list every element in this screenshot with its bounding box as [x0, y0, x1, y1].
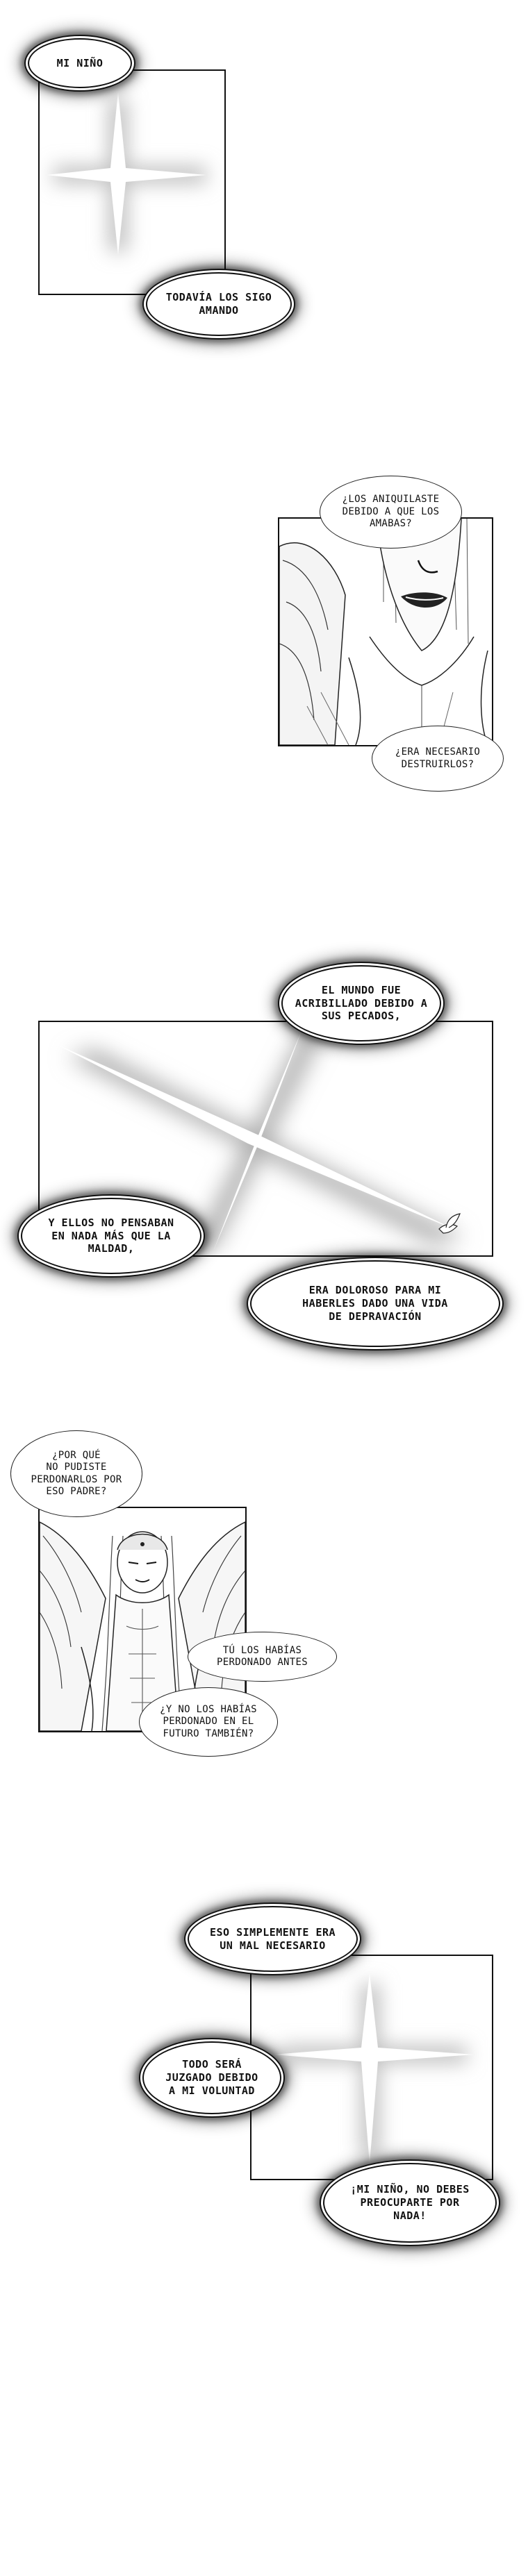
speech-bubble-era-doloroso: ERA DOLOROSO PARA MI HABERLES DADO UNA VIDA DE DEPRAVACIÓN	[250, 1260, 500, 1347]
panel-1	[38, 69, 226, 295]
dove-icon	[439, 1214, 460, 1233]
angel-face-closeup	[279, 519, 492, 745]
speech-bubble-el-mundo: EL MUNDO FUE ACRIBILLADO DEBIDO A SUS PECADOS,	[281, 965, 441, 1042]
speech-bubble-mi-nino-no-debes: ¡MI NIÑO, NO DEBES PREOCUPARTE POR NADA!	[323, 2163, 497, 2243]
speech-bubble-era-necesario: ¿ERA NECESARIO DESTRUIRLOS?	[372, 726, 504, 792]
panel-5	[250, 1955, 493, 2180]
panel-2	[278, 517, 493, 746]
speech-bubble-todo-sera: TODO SERÁ JUZGADO DEBIDO A MI VOLUNTAD	[142, 2041, 281, 2114]
speech-bubble-aniquilaste: ¿LOS ANIQUILASTE DEBIDO A QUE LOS AMABAS?	[320, 476, 462, 549]
speech-bubble-y-ellos: Y ELLOS NO PENSABAN EN NADA MÁS QUE LA MALDAD,	[21, 1198, 201, 1274]
speech-bubble-mi-nino: MI NIÑO	[28, 38, 132, 88]
speech-bubble-todavia: TODAVÍA LOS SIGO AMANDO	[146, 272, 292, 336]
speech-bubble-tu-los-habias: TÚ LOS HABÍAS PERDONADO ANTES	[188, 1632, 337, 1682]
speech-bubble-y-no-los-habias: ¿Y NO LOS HABÍAS PERDONADO EN EL FUTURO TAMBIÉN?	[139, 1687, 278, 1757]
glowing-cross-3	[251, 1956, 492, 2179]
speech-bubble-por-que: ¿POR QUÉ NO PUDISTE PERDONARLOS POR ESO PADRE?	[10, 1430, 142, 1517]
glowing-cross-1	[40, 71, 224, 294]
speech-bubble-eso-simplemente: ESO SIMPLEMENTE ERA UN MAL NECESARIO	[188, 1906, 358, 1972]
